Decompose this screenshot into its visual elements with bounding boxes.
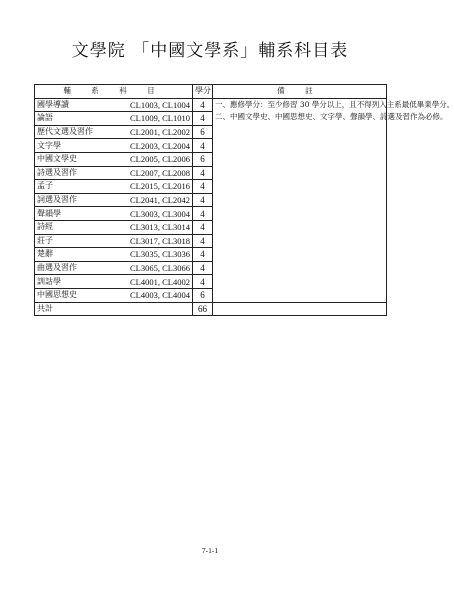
course-cell [35, 152, 193, 166]
course-cell [35, 288, 193, 302]
course-credits: 4 [193, 220, 213, 234]
course-codes: CL2005, CL2006 [130, 154, 190, 165]
course-credits: 6 [193, 152, 213, 166]
course-cell [35, 207, 193, 221]
course-credits: 4 [193, 166, 213, 180]
course-table-body [35, 98, 454, 302]
remark-number: 二、 [215, 111, 230, 121]
total-remarks-cell [213, 302, 387, 316]
remark-item [215, 111, 448, 123]
course-credits: 4 [193, 193, 213, 207]
course-name: 訓詁學 [37, 276, 61, 286]
course-codes: CL3013, CL3014 [130, 222, 190, 233]
course-name: 詩經 [37, 222, 53, 232]
table-header-row [35, 85, 387, 99]
remark-item [215, 99, 454, 111]
course-codes: CL1009, CL1010 [130, 113, 190, 124]
course-name: 聲韻學 [37, 208, 61, 218]
course-codes: CL2015, CL2016 [130, 181, 190, 192]
course-codes: CL3017, CL3018 [130, 235, 190, 246]
page-title: 文學院 「中國文學系」輔系科目表 [71, 41, 349, 61]
course-name: 曲選及習作 [37, 263, 77, 273]
course-credits: 4 [193, 139, 213, 153]
course-credits: 6 [193, 125, 213, 139]
course-credits: 4 [193, 112, 213, 126]
course-credits: 4 [193, 98, 213, 112]
course-codes: CL3003, CL3004 [130, 208, 190, 219]
course-credits: 4 [193, 234, 213, 248]
course-cell [35, 220, 193, 234]
header-remarks: 備 註 [213, 85, 387, 99]
remark-text: 中國文學史、中國思想史、文字學、聲韻學、詩選及習作為必修。 [230, 111, 448, 121]
course-cell [35, 248, 193, 262]
page-number: 7-1-1 [201, 546, 219, 555]
course-credits: 4 [193, 180, 213, 194]
course-name: 國學導讀 [37, 99, 69, 109]
course-table [34, 84, 454, 316]
course-cell [35, 261, 193, 275]
course-credits: 4 [193, 261, 213, 275]
course-name: 歷代文選及習作 [37, 127, 93, 137]
course-codes: CL4001, CL4002 [130, 276, 190, 287]
course-name: 莊子 [37, 235, 53, 245]
course-name: 中國思想史 [37, 290, 77, 300]
course-codes: CL2001, CL2002 [130, 127, 190, 138]
total-row [35, 302, 387, 316]
course-cell [35, 125, 193, 139]
course-name: 論語 [37, 113, 53, 123]
table-row [35, 98, 387, 112]
header-subject: 輔 系 科 目 [35, 85, 193, 99]
course-codes: CL2007, CL2008 [130, 167, 190, 178]
course-codes: CL2041, CL2042 [130, 195, 190, 206]
course-cell [35, 193, 193, 207]
course-name: 文字學 [37, 140, 61, 150]
course-credits: 4 [193, 275, 213, 289]
course-codes: CL3035, CL3036 [130, 249, 190, 260]
course-cell [35, 166, 193, 180]
course-credits: 4 [193, 248, 213, 262]
course-credits: 4 [193, 207, 213, 221]
course-name: 孟子 [37, 181, 53, 191]
course-cell [35, 234, 193, 248]
course-cell [35, 139, 193, 153]
remark-text: 應修學分：至少修習 30 學分以上，且不得列入主系最低畢業學分。 [230, 99, 454, 109]
total-label: 共計 [35, 302, 193, 316]
course-codes: CL1003, CL1004 [130, 99, 190, 110]
course-codes: CL2003, CL2004 [130, 140, 190, 151]
course-cell [35, 112, 193, 126]
header-credits: 學分 [193, 85, 213, 99]
course-name: 詩選及習作 [37, 167, 77, 177]
course-name: 楚辭 [37, 249, 53, 259]
remark-number: 一、 [215, 99, 230, 109]
total-credits: 66 [193, 302, 213, 316]
course-name: 詞選及習作 [37, 195, 77, 205]
course-credits: 6 [193, 288, 213, 302]
course-name: 中國文學史 [37, 154, 77, 164]
remarks-cell [213, 98, 454, 302]
course-cell [35, 98, 193, 112]
course-codes: CL3065, CL3066 [130, 263, 190, 274]
course-codes: CL4003, CL4004 [130, 290, 190, 301]
course-cell [35, 180, 193, 194]
course-cell [35, 275, 193, 289]
